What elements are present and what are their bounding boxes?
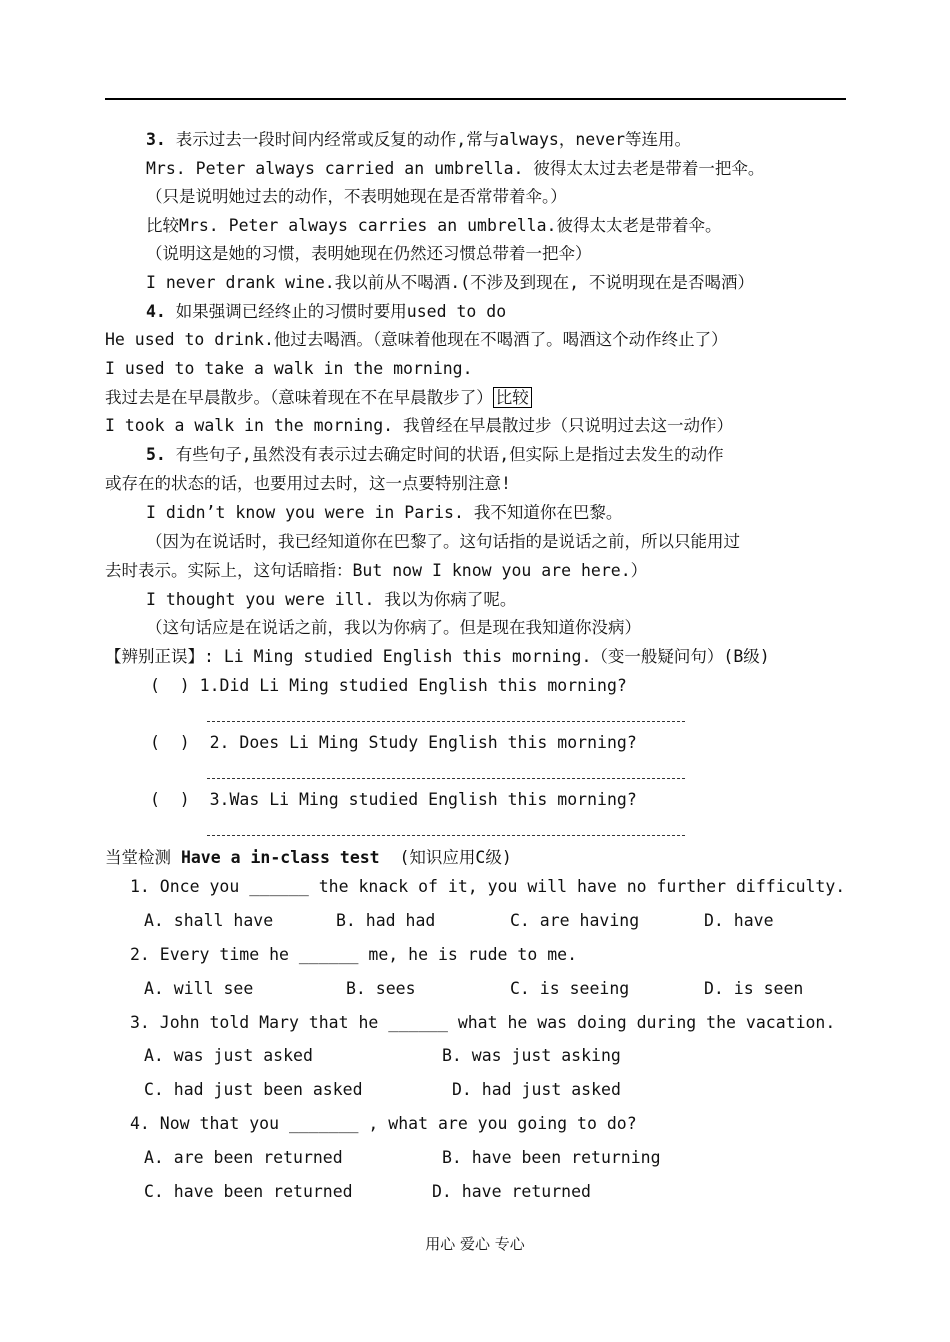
correction-item-1: ( ) 1.Did Li Ming studied English this morning?: [150, 676, 627, 695]
q2-option-b[interactable]: B. sees: [346, 979, 416, 998]
section5-heading-cont: 或存在的状态的话，也要用过去时，这一点要特别注意!: [105, 474, 511, 493]
section3-heading: [146, 130, 691, 150]
q1-option-a[interactable]: A. shall have: [144, 911, 274, 930]
section3-example-3: I never drank wine.我以前从不喝酒.(不涉及到现在, 不说明现在是否喝酒）: [146, 273, 754, 292]
section4-example-1: He used to drink.他过去喝酒。（意味着他现在不喝酒了。喝酒这个动作终止了）: [105, 330, 728, 349]
section4-example-2-cn: [105, 388, 532, 408]
test-title-en: Have a in-class test: [180, 848, 380, 867]
q3-option-a[interactable]: A. was just asked: [144, 1046, 313, 1065]
q1-option-c[interactable]: C. are having: [510, 911, 640, 930]
q4-option-b[interactable]: B. have been returning: [442, 1148, 661, 1167]
section4-example-2-cn-text: 我过去是在早晨散步。（意味着现在不在早晨散步了）: [105, 388, 493, 407]
section5-number: 5.: [146, 445, 166, 464]
q4-option-a[interactable]: A. are been returned: [144, 1148, 343, 1167]
q4-option-d[interactable]: D. have returned: [432, 1182, 591, 1201]
answer-blank-3[interactable]: [207, 835, 685, 836]
section3-example-1-note: （只是说明她过去的动作，不表明她现在是否常带着伞。）: [146, 187, 567, 206]
test-title-cn: 当堂检测: [105, 848, 181, 867]
section4-heading: [146, 302, 506, 322]
compare-box: 比较: [493, 387, 532, 408]
q4-option-c[interactable]: C. have been returned: [144, 1182, 353, 1201]
test-title: [105, 848, 512, 868]
q2-option-a[interactable]: A. will see: [144, 979, 254, 998]
answer-blank-2[interactable]: [207, 778, 685, 779]
page-footer: 用心 爱心 专心: [425, 1235, 525, 1253]
q2-option-c[interactable]: C. is seeing: [510, 979, 630, 998]
q3-option-c[interactable]: C. had just been asked: [144, 1080, 363, 1099]
section3-number: 3.: [146, 130, 166, 149]
section3-example-1: Mrs. Peter always carried an umbrella. 彼得太太过去老是带着一把伞。: [146, 159, 765, 178]
section5-example-2-note: （这句话应是在说话之前，我以为你病了。但是现在我知道你没病）: [146, 618, 641, 637]
section5-heading-text: 有些句子,虽然没有表示过去确定时间的状语,但实际上是指过去发生的动作: [165, 445, 724, 464]
question-1: 1. Once you ______ the knack of it, you will have no further difficulty.: [130, 877, 846, 896]
q1-option-b[interactable]: B. had had: [336, 911, 436, 930]
q1-option-d[interactable]: D. have: [704, 911, 774, 930]
section4-number: 4.: [146, 302, 166, 321]
answer-blank-1[interactable]: [207, 721, 685, 722]
section4-example-2: I used to take a walk in the morning.: [105, 359, 473, 378]
q3-option-d[interactable]: D. had just asked: [452, 1080, 621, 1099]
section5-example-1: I didn’t know you were in Paris. 我不知道你在巴黎。: [146, 503, 623, 522]
section5-example-1-note-cont: 去时表示。实际上，这句话暗指：But now I know you are here.）: [105, 561, 648, 580]
section3-example-2-note: （说明这是她的习惯，表明她现在仍然还习惯总带着一把伞）: [146, 244, 592, 263]
question-3: 3. John told Mary that he ______ what he was doing during the vacation.: [130, 1013, 836, 1032]
section4-example-3: I took a walk in the morning. 我曾经在早晨散过步（只说明过去这一动作）: [105, 416, 734, 435]
correction-item-3: ( ) 3.Was Li Ming studied English this morning?: [150, 790, 637, 809]
section5-example-2: I thought you were ill. 我以为你病了呢。: [146, 590, 517, 609]
question-2: 2. Every time he ______ me, he is rude to me.: [130, 945, 578, 964]
correction-item-2: ( ) 2. Does Li Ming Study English this morning?: [150, 733, 637, 752]
correction-title: 【辨别正误】: Li Ming studied English this morning.（变一般疑问句）(B级): [105, 647, 770, 666]
section5-example-1-note: （因为在说话时，我已经知道你在巴黎了。这句话指的是说话之前，所以只能用过: [146, 532, 740, 551]
section4-heading-text: 如果强调已经终止的习惯时要用used to do: [165, 302, 507, 321]
question-4: 4. Now that you _______ , what are you going to do?: [130, 1114, 637, 1133]
q3-option-b[interactable]: B. was just asking: [442, 1046, 621, 1065]
test-title-level: (知识应用C级): [379, 848, 512, 867]
section3-example-2: 比较Mrs. Peter always carries an umbrella.彼得太太老是带着伞。: [146, 216, 722, 235]
section3-heading-text: 表示过去一段时间内经常或反复的动作,常与always，never等连用。: [165, 130, 692, 149]
q2-option-d[interactable]: D. is seen: [704, 979, 804, 998]
header-rule: [105, 98, 846, 100]
section5-heading: [146, 445, 724, 465]
